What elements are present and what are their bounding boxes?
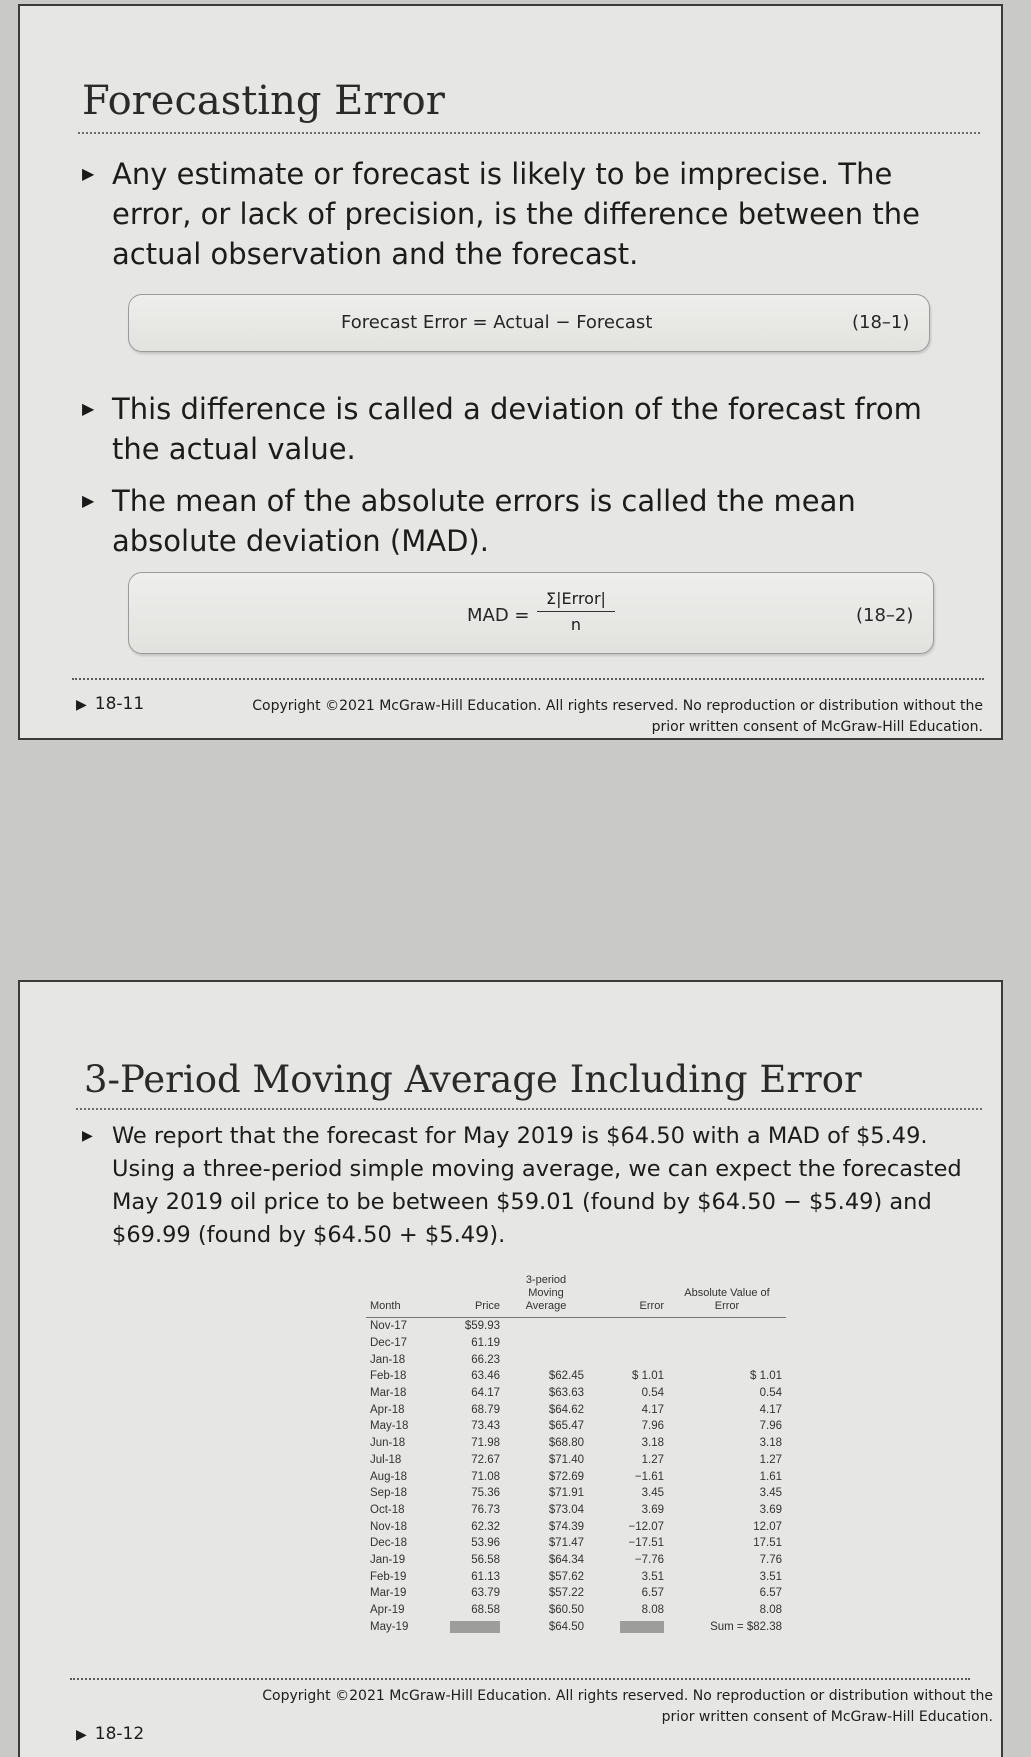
cell-moving-average [504, 1318, 588, 1335]
cell-error: 3.45 [641, 1487, 664, 1500]
cell-month: Mar-19 [370, 1587, 407, 1600]
cell-absolute-error: 4.17 [759, 1403, 782, 1416]
bullet-arrow-icon: ▶ [82, 1128, 93, 1144]
table-row [366, 1368, 786, 1385]
cell-error: 4.17 [641, 1403, 664, 1416]
cell-absolute-error: 8.08 [759, 1604, 782, 1617]
bullet-text: The mean of the absolute errors is called the mean absolute deviation (MAD). [112, 484, 856, 558]
cell-moving-average: $64.62 [548, 1403, 584, 1416]
cell-moving-average: $64.34 [548, 1553, 584, 1566]
cell-error: −1.61 [634, 1470, 664, 1483]
cell-absolute-error [668, 1335, 786, 1352]
sum-absolute-error: Sum = $82.38 [710, 1620, 782, 1633]
cell-price: 68.79 [471, 1403, 500, 1416]
cell-moving-average: $72.69 [548, 1470, 584, 1483]
cell-error: 7.96 [641, 1420, 664, 1433]
table-row [366, 1485, 786, 1502]
cell-price: 71.98 [471, 1437, 500, 1450]
cell-error: −7.76 [634, 1553, 664, 1566]
cell-price: 66.23 [471, 1353, 500, 1366]
equation-box [128, 294, 930, 352]
cell-moving-average: $62.45 [548, 1370, 584, 1383]
equation-lhs: MAD = [467, 605, 530, 626]
cell-error: 3.18 [641, 1437, 664, 1450]
cell-price: 63.79 [471, 1587, 500, 1600]
cell-month: Oct-18 [370, 1503, 405, 1516]
cell-price: 71.08 [471, 1470, 500, 1483]
cell-error [588, 1351, 668, 1368]
table-row-final [366, 1618, 786, 1635]
table-row [366, 1385, 786, 1402]
cell-moving-average: $64.50 [548, 1620, 584, 1633]
table-row [366, 1585, 786, 1602]
slide-number-arrow-icon: ▶ [76, 697, 87, 713]
cell-price-shaded [436, 1618, 504, 1635]
cell-absolute-error [668, 1318, 786, 1335]
cell-price: 56.58 [471, 1553, 500, 1566]
cell-error: 3.69 [641, 1503, 664, 1516]
table-row [366, 1518, 786, 1535]
cell-moving-average [504, 1335, 588, 1352]
table-row [366, 1452, 786, 1469]
cell-moving-average: $71.40 [548, 1453, 584, 1466]
cell-price: $59.93 [464, 1320, 500, 1333]
header-price: Price [436, 1274, 504, 1318]
cell-month: Mar-18 [370, 1387, 407, 1400]
table-row [366, 1552, 786, 1569]
cell-moving-average: $63.63 [548, 1387, 584, 1400]
header-month: Month [366, 1274, 436, 1318]
cell-moving-average: $71.91 [548, 1487, 584, 1500]
cell-error-shaded [588, 1618, 668, 1635]
cell-price: 72.67 [471, 1453, 500, 1466]
copyright: Copyright ©2021 McGraw-Hill Education. All rights reserved. No reproduction or distribution without the prior written consent of McGraw-Hill Education. [262, 1688, 993, 1725]
header-absolute-error: Absolute Value of Error [668, 1274, 786, 1318]
table-header-row [366, 1274, 786, 1318]
cell-absolute-error: 1.27 [759, 1453, 782, 1466]
cell-month: Sep-18 [370, 1487, 408, 1500]
cell-month: Nov-17 [370, 1320, 408, 1333]
table-row [366, 1318, 786, 1335]
bullet-text: This difference is called a deviation of the forecast from the actual value. [112, 392, 922, 466]
table-row [366, 1568, 786, 1585]
cell-absolute-error: 3.69 [759, 1503, 782, 1516]
cell-price: 68.58 [471, 1604, 500, 1617]
table-row [366, 1502, 786, 1519]
table-row [366, 1401, 786, 1418]
cell-month: Apr-18 [370, 1403, 405, 1416]
bullet-arrow-icon: ▶ [82, 491, 95, 510]
table-row [366, 1335, 786, 1352]
cell-price: 62.32 [471, 1520, 500, 1533]
footer-divider [72, 678, 984, 680]
header-error: Error [588, 1274, 668, 1318]
cell-price: 75.36 [471, 1487, 500, 1500]
cell-price: 61.13 [471, 1570, 500, 1583]
cell-price: 53.96 [471, 1537, 500, 1550]
footer-divider [70, 1678, 970, 1680]
table-row [366, 1351, 786, 1368]
slide-number: ▶ 18-12 [76, 1724, 145, 1744]
cell-moving-average: $71.47 [548, 1537, 584, 1550]
title-divider [76, 1108, 982, 1110]
cell-month: Dec-17 [370, 1337, 408, 1350]
slide-forecasting-error [18, 4, 1003, 740]
cell-moving-average: $68.80 [548, 1437, 584, 1450]
slide-number-arrow-icon: ▶ [76, 1727, 87, 1743]
cell-error: 6.57 [641, 1587, 664, 1600]
cell-moving-average: $57.22 [548, 1587, 584, 1600]
title-divider [78, 132, 980, 134]
bullet-arrow-icon: ▶ [82, 164, 95, 183]
cell-month: Apr-19 [370, 1604, 405, 1617]
cell-absolute-error: 7.76 [759, 1553, 782, 1566]
cell-absolute-error: 1.61 [759, 1470, 782, 1483]
cell-error: $ 1.01 [632, 1370, 664, 1383]
bullet-item [82, 154, 952, 274]
cell-error [588, 1318, 668, 1335]
moving-average-table [366, 1274, 786, 1635]
cell-error: 8.08 [641, 1604, 664, 1617]
cell-price: 73.43 [471, 1420, 500, 1433]
cell-month: May-18 [370, 1420, 409, 1433]
cell-month: Feb-19 [370, 1570, 407, 1583]
table-row [366, 1602, 786, 1619]
cell-price: 76.73 [471, 1503, 500, 1516]
copyright: Copyright ©2021 McGraw-Hill Education. All rights reserved. No reproduction or distribution without the prior written consent of McGraw-Hill Education. [252, 698, 983, 735]
cell-month: Jan-18 [370, 1353, 406, 1366]
bullet-text: We report that the forecast for May 2019 is $64.50 with a MAD of $5.49. Using a three-period simple moving average, we can expect the forecasted May 2019 oil price to be between $59.01 (found by $64.50 − $5.49) and $69.99 (found by $64.50 + $5.49). [112, 1123, 962, 1248]
bullet-item [82, 389, 952, 469]
cell-month: Feb-18 [370, 1370, 407, 1383]
cell-moving-average: $65.47 [548, 1420, 584, 1433]
cell-absolute-error: 12.07 [753, 1520, 782, 1533]
equation-number: (18–2) [856, 605, 914, 626]
bullet-item [82, 1120, 972, 1252]
cell-month: Aug-18 [370, 1470, 408, 1483]
cell-absolute-error: $ 1.01 [750, 1370, 782, 1383]
cell-month: May-19 [370, 1620, 409, 1633]
cell-moving-average: $57.62 [548, 1570, 584, 1583]
cell-moving-average [504, 1351, 588, 1368]
cell-month: Jul-18 [370, 1453, 402, 1466]
cell-price: 63.46 [471, 1370, 500, 1383]
table-row [366, 1535, 786, 1552]
cell-moving-average: $73.04 [548, 1503, 584, 1516]
cell-absolute-error [668, 1351, 786, 1368]
equation-fraction [537, 589, 615, 634]
equation-number: (18–1) [852, 312, 910, 333]
cell-error: 3.51 [641, 1570, 664, 1583]
cell-absolute-error: 3.45 [759, 1487, 782, 1500]
cell-month: Dec-18 [370, 1537, 408, 1550]
bullet-text: Any estimate or forecast is likely to be imprecise. The error, or lack of precision, is the difference between the actual observation and the forecast. [112, 157, 920, 271]
cell-month: Jun-18 [370, 1437, 406, 1450]
slide-title: 3-Period Moving Average Including Error [84, 1058, 862, 1101]
cell-error: −17.51 [628, 1537, 664, 1550]
bullet-arrow-icon: ▶ [82, 399, 95, 418]
equation-box [128, 572, 934, 654]
table-row [366, 1468, 786, 1485]
equation-formula: Forecast Error = Actual − Forecast [341, 312, 653, 333]
bullet-item [82, 481, 952, 561]
slide-moving-average-error [18, 980, 1003, 1757]
table-row [366, 1418, 786, 1435]
header-moving-average: 3-period Moving Average [504, 1274, 588, 1318]
cell-price: 61.19 [471, 1337, 500, 1350]
cell-error [588, 1335, 668, 1352]
cell-absolute-error: 6.57 [759, 1587, 782, 1600]
cell-month: Nov-18 [370, 1520, 408, 1533]
cell-month: Jan-19 [370, 1553, 406, 1566]
cell-absolute-error: 3.18 [759, 1437, 782, 1450]
fraction-denominator: n [570, 615, 582, 634]
cell-absolute-error: 3.51 [759, 1570, 782, 1583]
cell-moving-average: $74.39 [548, 1520, 584, 1533]
slide-title: Forecasting Error [82, 78, 445, 124]
slide-number: ▶ 18-11 [76, 694, 145, 714]
cell-error: 0.54 [641, 1387, 664, 1400]
cell-absolute-error: 17.51 [753, 1537, 782, 1550]
cell-moving-average: $60.50 [548, 1604, 584, 1617]
cell-error: 1.27 [641, 1453, 664, 1466]
fraction-numerator: Σ|Error| [537, 589, 615, 612]
cell-price: 64.17 [471, 1387, 500, 1400]
cell-error: −12.07 [628, 1520, 664, 1533]
table-row [366, 1435, 786, 1452]
cell-absolute-error: 0.54 [759, 1387, 782, 1400]
cell-absolute-error: 7.96 [759, 1420, 782, 1433]
